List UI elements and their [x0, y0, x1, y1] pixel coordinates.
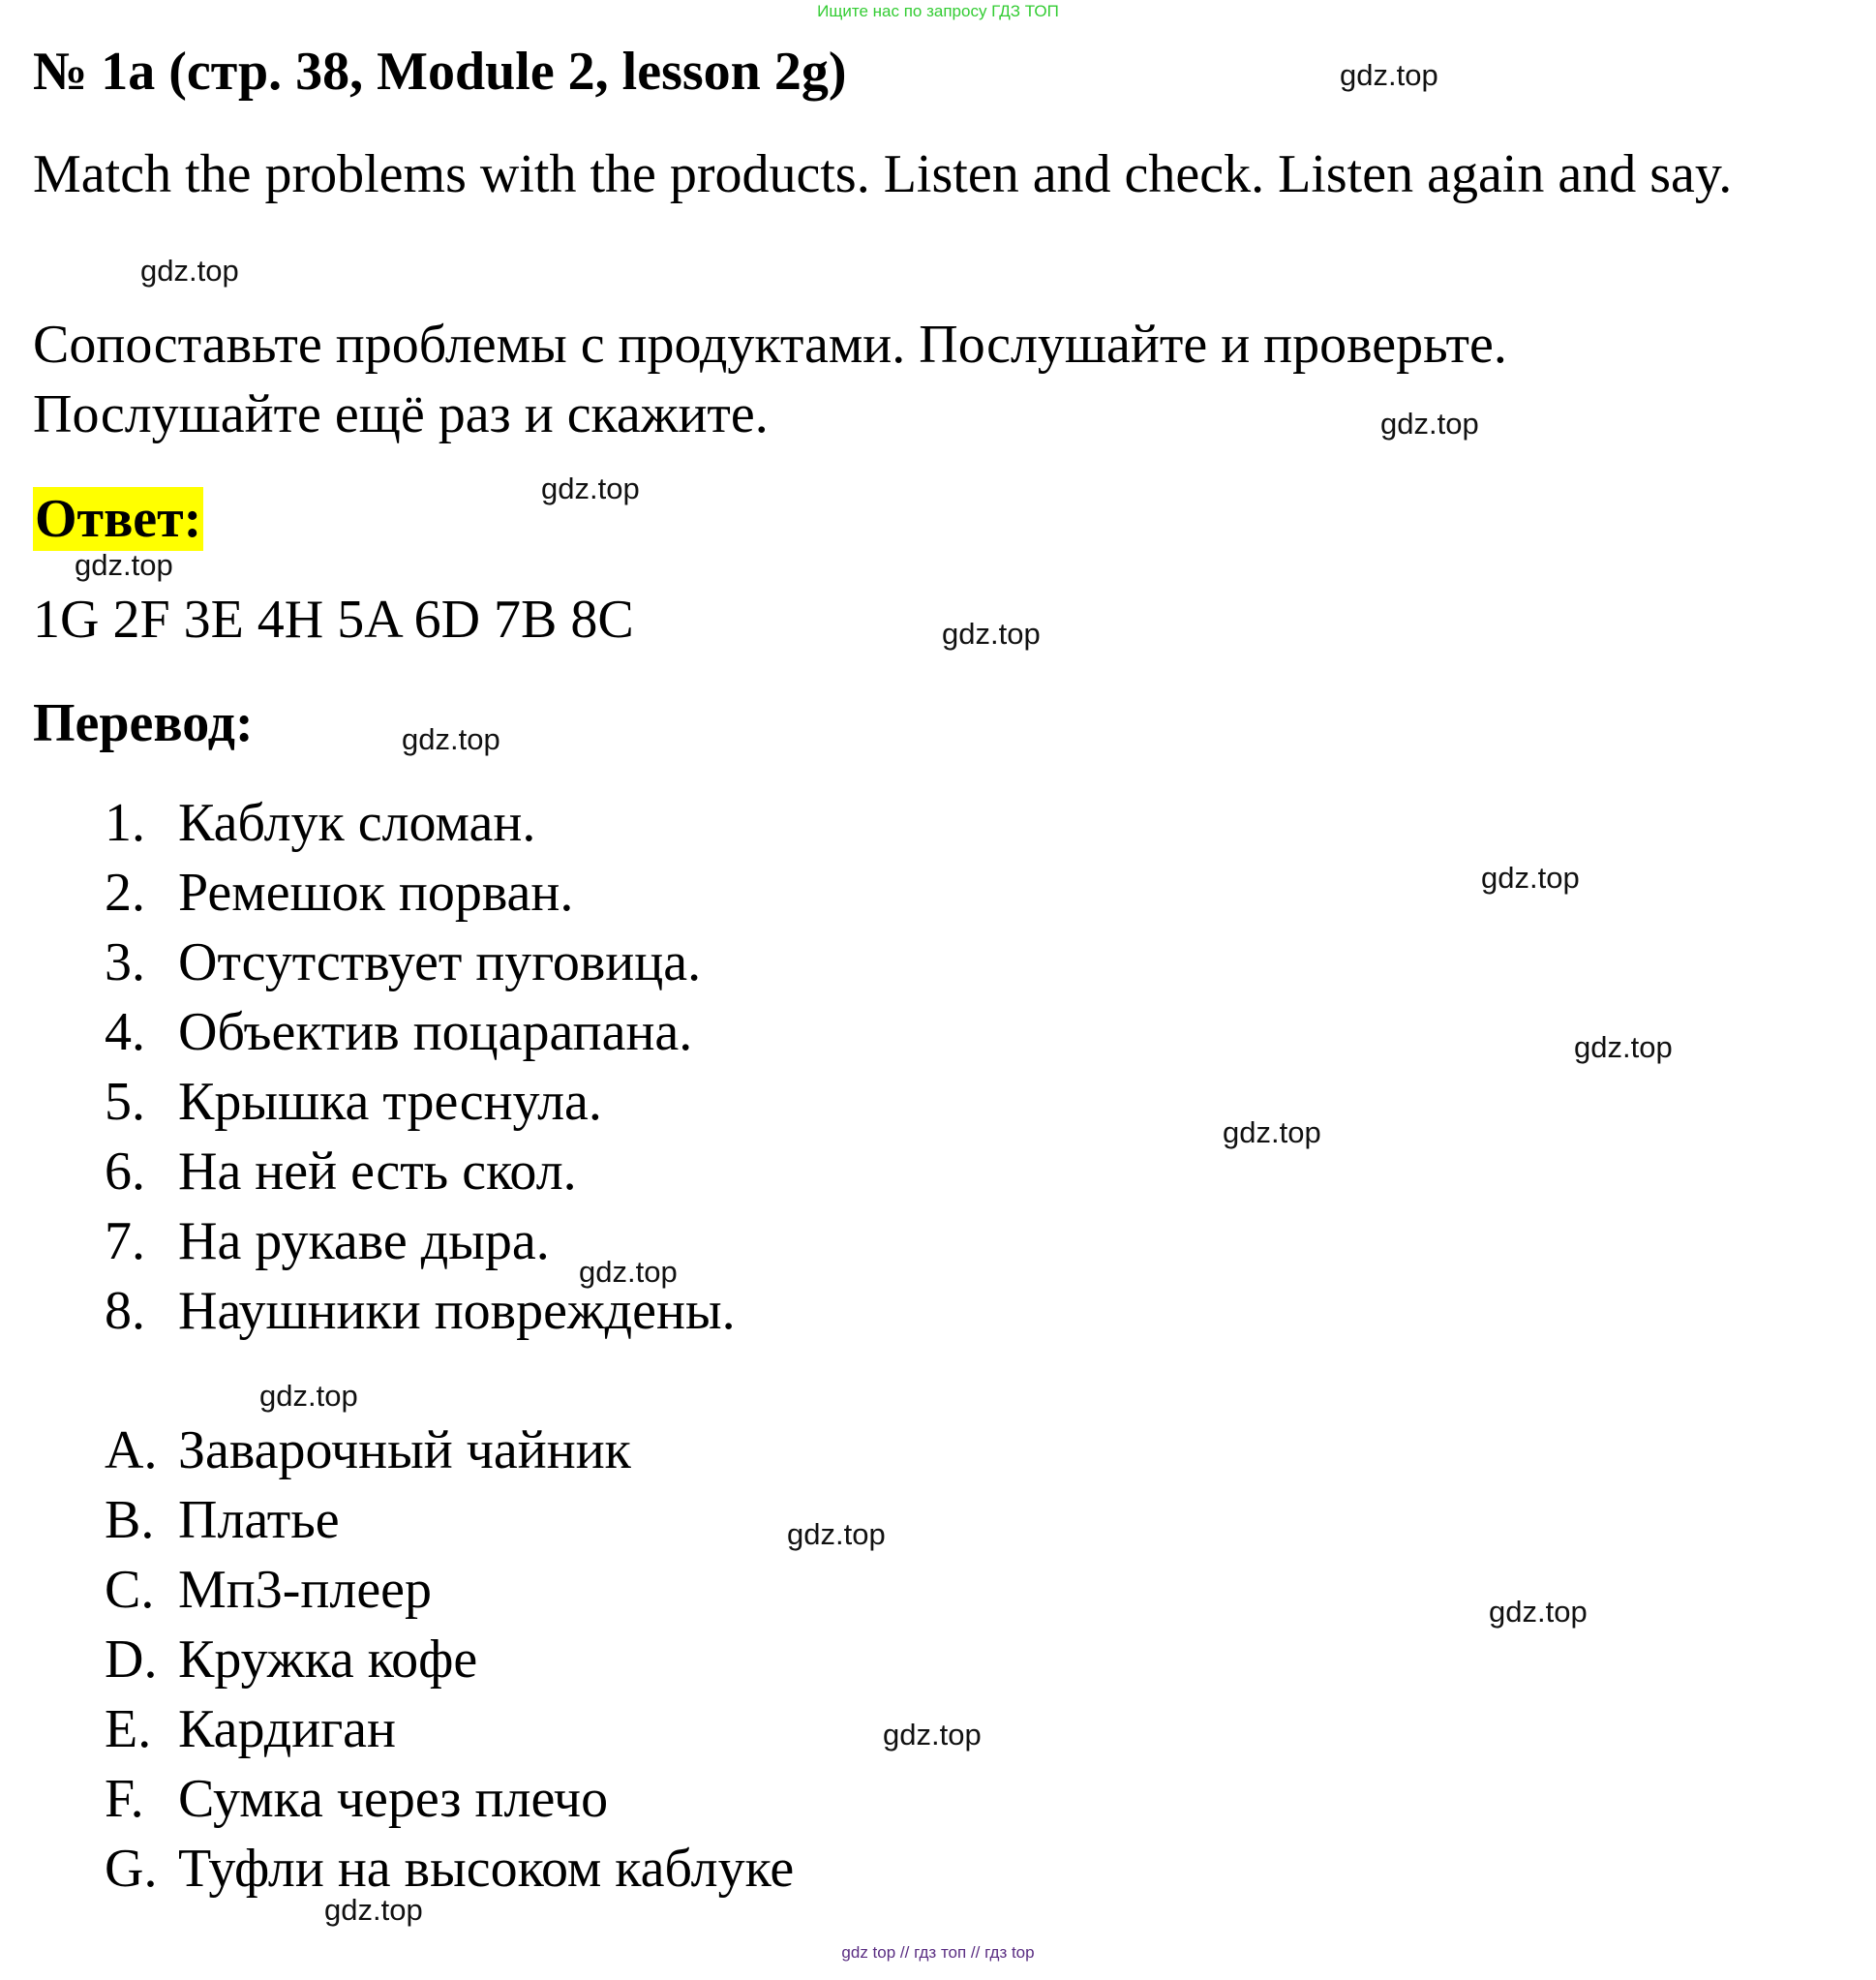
- list-item: E. Кардиган: [105, 1699, 396, 1759]
- watermark: gdz.top: [942, 617, 1041, 651]
- top-banner[interactable]: Ищите нас по запросу ГДЗ ТОП: [817, 2, 1059, 20]
- watermark: gdz.top: [883, 1718, 982, 1752]
- page-title: № 1a (стр. 38, Module 2, lesson 2g): [33, 42, 847, 102]
- list-item: 6. На ней есть скол.: [105, 1142, 577, 1202]
- watermark: gdz.top: [787, 1517, 886, 1551]
- list-item: 4. Объектив поцарапана.: [105, 1002, 693, 1062]
- task-russian: Сопоставьте проблемы с продуктами. Послушайте и проверьте. Послушайте ещё раз и скажите.: [33, 315, 1507, 444]
- watermark: gdz.top: [579, 1255, 678, 1289]
- list-item: 5. Крышка треснула.: [105, 1072, 602, 1132]
- translation-label: Перевод:: [33, 693, 254, 753]
- watermark: gdz.top: [1489, 1595, 1588, 1629]
- answer-label: Ответ:: [35, 489, 202, 549]
- watermark: gdz.top: [1380, 407, 1479, 441]
- watermark: gdz.top: [75, 548, 173, 582]
- footer-links[interactable]: gdz top // гдз топ // гдз top: [841, 1943, 1035, 1962]
- list-item: 1. Каблук сломан.: [105, 793, 536, 853]
- list-item: 3. Отсутствует пуговица.: [105, 932, 702, 992]
- answer-text: 1G 2F 3E 4H 5A 6D 7B 8C: [33, 590, 634, 650]
- list-item: F. Сумка через плечо: [105, 1769, 609, 1829]
- watermark: gdz.top: [324, 1893, 423, 1927]
- watermark: gdz.top: [1481, 861, 1580, 895]
- task-english: Match the problems with the products. Listen and check. Listen again and say.: [33, 144, 1733, 204]
- list-item: D. Кружка кофе: [105, 1630, 478, 1690]
- list-item: 8. Наушники повреждены.: [105, 1281, 736, 1341]
- watermark: gdz.top: [541, 472, 640, 505]
- list-item: A. Заварочный чайник: [105, 1420, 631, 1480]
- watermark: gdz.top: [1223, 1115, 1321, 1149]
- watermark: gdz.top: [1340, 58, 1438, 92]
- list-item: 7. На рукаве дыра.: [105, 1211, 550, 1271]
- list-item: B. Платье: [105, 1490, 340, 1550]
- watermark: gdz.top: [1574, 1030, 1673, 1064]
- watermark: gdz.top: [402, 722, 500, 756]
- watermark: gdz.top: [140, 254, 239, 288]
- list-item: G. Туфли на высоком каблуке: [105, 1839, 795, 1899]
- list-item: 2. Ремешок порван.: [105, 863, 574, 923]
- list-item: C. Мп3-плеер: [105, 1560, 433, 1620]
- watermark: gdz.top: [259, 1379, 358, 1413]
